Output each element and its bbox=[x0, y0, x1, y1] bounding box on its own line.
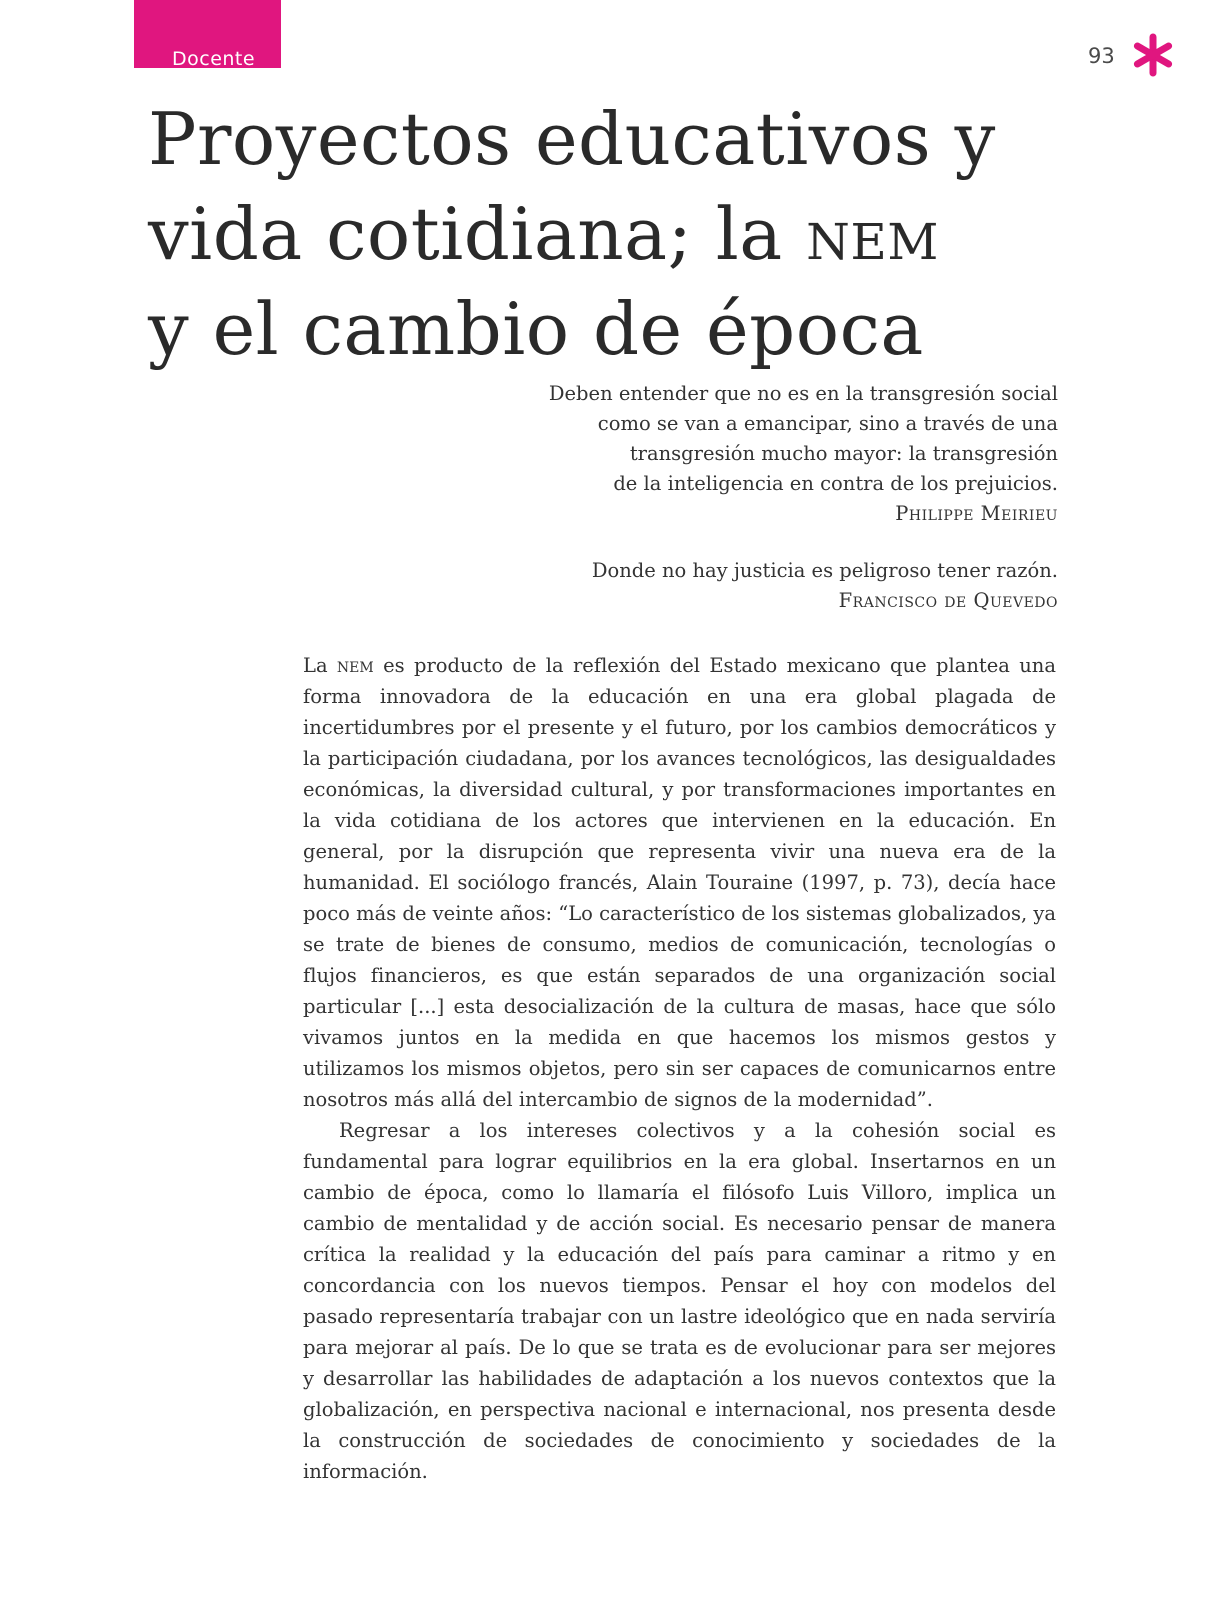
page-number: 93 bbox=[1088, 44, 1115, 68]
title-line-2: vida cotidiana; la bbox=[148, 192, 807, 276]
paragraph-lead: La bbox=[303, 654, 337, 677]
page-title bbox=[148, 92, 1158, 377]
paragraph-2: Regresar a los intereses colectivos y a la cohesión social es fundamental para lograr equilibrios en la era global. Insertarnos en un cambio de época, como lo llamaría el filósofo Luis Villoro, implica un cambio de mentalidad y de acción social. Es necesario pensar de manera crítica la realidad y la educación del país para caminar a ritmo y en concordancia con los nuevos tiempos. Pensar el hoy con modelos del pasado representaría trabajar con un lastre ideológico que en nada serviría para mejorar al país. De lo que se trata es de evolucionar para ser mejores y desarrollar las habilidades de adaptación a los nuevos contextos que la globalización, en perspectiva nacional e internacional, nos presenta desde la construcción de sociedades de conocimiento y sociedades de la información. bbox=[303, 1119, 1056, 1483]
asterisk-icon bbox=[1130, 32, 1176, 78]
body-acronym: nem bbox=[336, 654, 374, 677]
section-tab bbox=[134, 0, 281, 68]
section-label: Docente bbox=[172, 48, 256, 70]
epigraph-line: Donde no hay justicia es peligroso tener razón. bbox=[591, 559, 1058, 582]
epigraph-meirieu bbox=[549, 379, 1058, 529]
body-text bbox=[303, 650, 1056, 1487]
paragraph-text: es producto de la reflexión del Estado mexicano que plantea una forma innovadora de la educación en una era global plagada de incertidumbres por el presente y el futuro, por los cambios democráticos y la participación ciudadana, por los avances tecnológicos, las desigualdades económicas, la diversidad cultural, y por transformaciones importantes en la vida cotidiana de los actores que intervienen en la educación. En general, por la disrupción que representa vivir una nueva era de la humanidad. El sociólogo francés, Alain Touraine (1997, p. 73), decía hace poco más de veinte años: “Lo característico de los sistemas globalizados, ya se trate de bienes de consumo, medios de comunicación, tecnologías o flujos financieros, es que están separados de una organización social particular [...] esta desocialización de la cultura de masas, hace que sólo vivamos juntos en la medida en que hacemos los mismos gestos y utilizamos los mismos objetos, pero sin ser capaces de comunicarnos entre nosotros más allá del intercambio de signos de la modernidad”. bbox=[303, 654, 1056, 1111]
epigraph-quevedo bbox=[592, 556, 1058, 616]
epigraph-line: de la inteligencia en contra de los prejuicios. bbox=[613, 472, 1058, 495]
epigraph-line: como se van a emancipar, sino a través de una bbox=[597, 412, 1058, 435]
epigraph-line: transgresión mucho mayor: la transgresión bbox=[629, 442, 1058, 465]
paragraph-1 bbox=[303, 650, 1056, 1115]
title-acronym: nem bbox=[806, 192, 940, 276]
epigraph-author: Philippe Meirieu bbox=[895, 502, 1058, 525]
epigraph-line: Deben entender que no es en la transgresión social bbox=[548, 382, 1058, 405]
epigraph-author: Francisco de Quevedo bbox=[838, 589, 1058, 612]
title-line-3: y el cambio de época bbox=[148, 287, 924, 371]
title-line-1: Proyectos educativos y bbox=[148, 97, 996, 181]
